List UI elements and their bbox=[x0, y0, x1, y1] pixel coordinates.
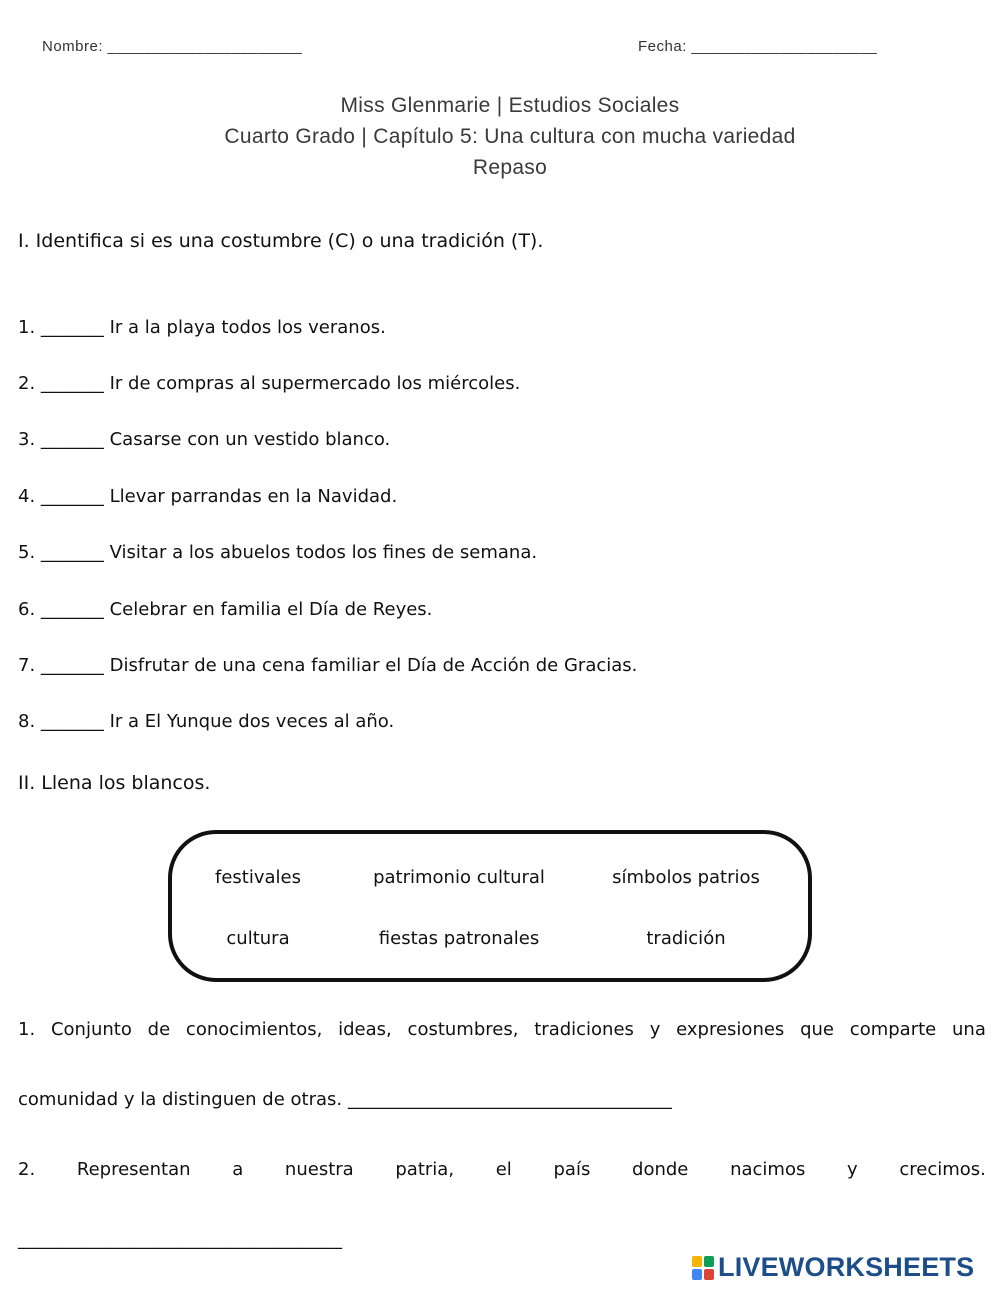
q1-word: comparte bbox=[849, 1019, 937, 1040]
logo-text: LIVEWORKSHEETS bbox=[718, 1252, 975, 1282]
q1-word: conocimientos, bbox=[185, 1019, 323, 1040]
question-2-answer-blank[interactable]: ____________________________________ bbox=[18, 1229, 342, 1250]
q1-word: ideas, bbox=[338, 1019, 392, 1040]
q1-word: una bbox=[952, 1019, 986, 1040]
q2-word: nuestra bbox=[284, 1159, 354, 1180]
section-1-item-5[interactable]: 5. _______ Visitar a los abuelos todos los fines de semana. bbox=[18, 542, 538, 563]
section-1-item-1[interactable]: 1. _______ Ir a la playa todos los veranos. bbox=[18, 317, 386, 338]
question-2-line-1 bbox=[18, 1159, 986, 1180]
section-1-item-2[interactable]: 2. _______ Ir de compras al supermercado los miércoles. bbox=[18, 373, 521, 394]
logo-square bbox=[704, 1256, 714, 1267]
question-1-line-1 bbox=[18, 1019, 986, 1040]
q1-word: tradiciones bbox=[534, 1019, 634, 1040]
logo-square bbox=[692, 1269, 702, 1280]
question-1-line-2-answer-blank[interactable]: comunidad y la distinguen de otras. ____________________________________ bbox=[18, 1089, 672, 1110]
section-1-title: I. Identifica si es una costumbre (C) o una tradición (T). bbox=[18, 230, 544, 252]
q2-word: 2. bbox=[18, 1159, 36, 1180]
q1-word: costumbres, bbox=[407, 1019, 519, 1040]
section-1-item-3[interactable]: 3. _______ Casarse con un vestido blanco. bbox=[18, 429, 391, 450]
name-field[interactable]: Nombre: ______________________ bbox=[42, 38, 303, 55]
q2-word: Representan bbox=[76, 1159, 191, 1180]
q1-word: Conjunto bbox=[50, 1019, 132, 1040]
grade-chapter-title: Cuarto Grado | Capítulo 5: Una cultura con mucha variedad bbox=[224, 125, 796, 148]
q1-word: 1. bbox=[18, 1019, 36, 1040]
section-2-title: II. Llena los blancos. bbox=[18, 772, 211, 794]
q2-word: a bbox=[232, 1159, 244, 1180]
section-1-item-4[interactable]: 4. _______ Llevar parrandas en la Navidad. bbox=[18, 486, 398, 507]
word-bank-item-tradicion: tradición bbox=[646, 928, 726, 949]
q2-word: donde bbox=[632, 1159, 689, 1180]
section-1-item-6[interactable]: 6. _______ Celebrar en familia el Día de Reyes. bbox=[18, 599, 433, 620]
q1-word: y bbox=[649, 1019, 661, 1040]
word-bank-item-fiestas-patronales: fiestas patronales bbox=[378, 928, 540, 949]
teacher-subject-title: Miss Glenmarie | Estudios Sociales bbox=[340, 94, 680, 117]
q1-word: de bbox=[147, 1019, 171, 1040]
q2-word: crecimos. bbox=[899, 1159, 986, 1180]
q2-word: país bbox=[553, 1159, 591, 1180]
logo-square bbox=[692, 1256, 702, 1267]
liveworksheets-logo bbox=[692, 1252, 974, 1283]
word-bank-item-simbolos-patrios: símbolos patrios bbox=[612, 867, 760, 888]
logo-mark-icon bbox=[692, 1256, 714, 1280]
date-field[interactable]: Fecha: _____________________ bbox=[638, 38, 878, 55]
q2-word: el bbox=[495, 1159, 512, 1180]
word-bank-item-cultura: cultura bbox=[226, 928, 290, 949]
section-1-item-8[interactable]: 8. _______ Ir a El Yunque dos veces al año. bbox=[18, 711, 395, 732]
word-bank-item-festivales: festivales bbox=[215, 867, 301, 888]
q2-word: nacimos bbox=[730, 1159, 806, 1180]
word-bank-box bbox=[168, 830, 812, 982]
q1-word: que bbox=[800, 1019, 835, 1040]
q1-word: expresiones bbox=[676, 1019, 785, 1040]
q2-word: patria, bbox=[395, 1159, 455, 1180]
q2-word: y bbox=[847, 1159, 858, 1180]
logo-square bbox=[704, 1269, 714, 1280]
review-title: Repaso bbox=[472, 156, 548, 179]
section-1-item-7[interactable]: 7. _______ Disfrutar de una cena familiar el Día de Acción de Gracias. bbox=[18, 655, 638, 676]
word-bank-item-patrimonio-cultural: patrimonio cultural bbox=[373, 867, 545, 888]
